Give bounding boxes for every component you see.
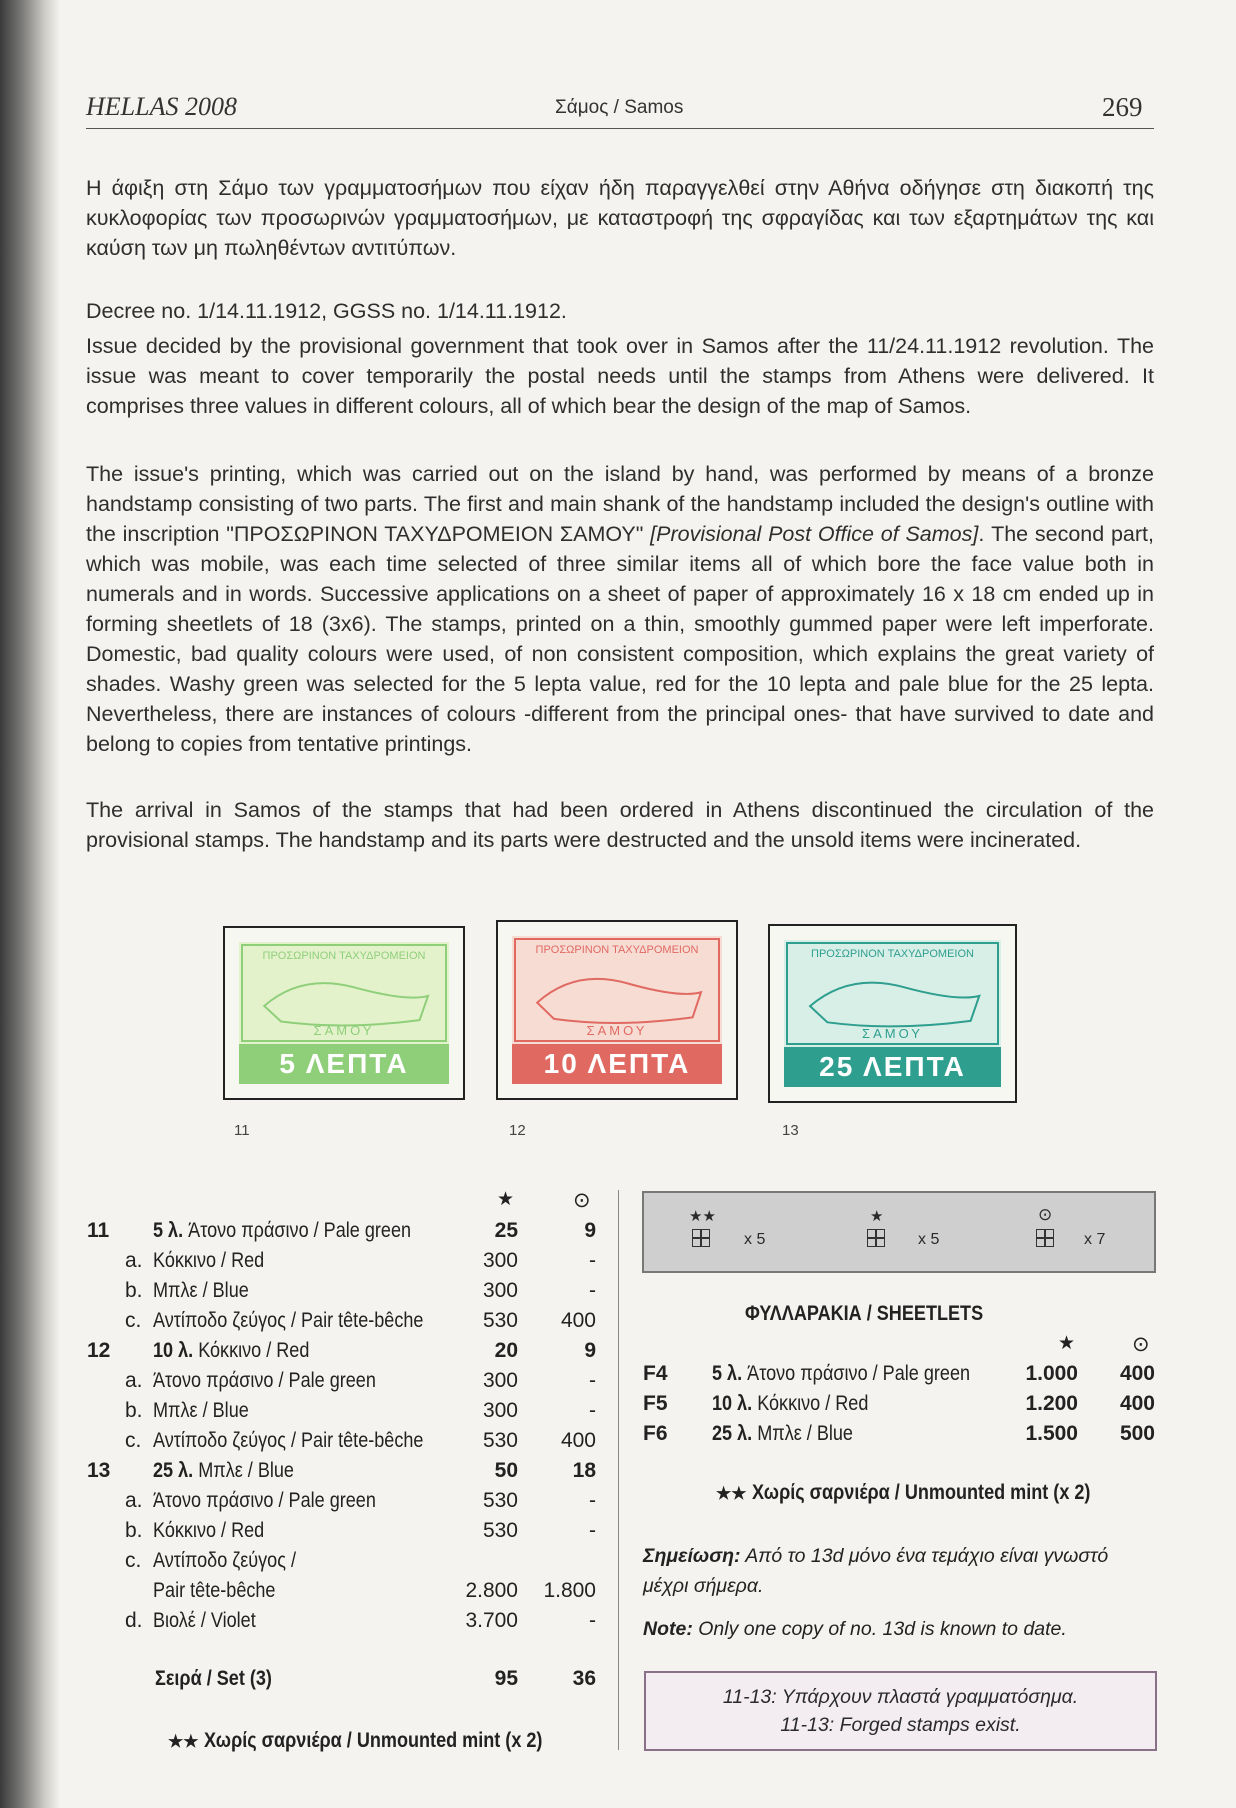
catalog-mint-price: 300: [482, 1399, 518, 1422]
blocks-box: [642, 1191, 1156, 1273]
stamp-island-name: ΣΑΜΟΥ: [313, 1023, 375, 1038]
catalog-number: b.: [125, 1399, 143, 1422]
sheetlet-used-price: 400: [1119, 1392, 1155, 1415]
note-greek: [643, 1541, 1158, 1601]
catalog-description: Αντίποδο ζεύγος / Pair tête-bêche: [153, 1309, 424, 1332]
col-mint-header: ★: [497, 1189, 515, 1210]
paragraph-issue: Issue decided by the provisional government that took over in Samos after the 11/24.11.1912 revolution. The issue was meant to cover temporarily the postal needs until the stamps from Athens were delivered. It comprises three values in different colours, all of which bear the design of the map of Samos.: [86, 334, 1154, 418]
sheetlet-mint-price: 1.500: [1025, 1422, 1078, 1445]
stamp-value-label: 10 ΛΕΠΤΑ: [512, 1044, 722, 1084]
block-used-mult: x 7: [1084, 1231, 1106, 1248]
set-mint: 95: [494, 1667, 518, 1690]
printing-text-a: The issue's printing, which was carried out on the island by hand, was performed by means of a bronze handstamp consisting of two parts. The first and main shank of the handstamp included the design's outline with the inscription "ΠΡΟΣΩΡΙΝΟΝ ΤΑΧΥΔΡΟΜΕΙΟΝ ΣΑΜΟΥ": [86, 462, 1154, 546]
note-greek-label: Σημείωση:: [643, 1545, 741, 1567]
header-rule: [86, 128, 1154, 129]
col-used-header: ⊙: [573, 1189, 591, 1212]
sheet-used-header: ⊙: [1132, 1333, 1150, 1356]
catalog-description: Pair tête-bêche: [153, 1579, 276, 1602]
catalog-number: 13: [87, 1459, 111, 1482]
catalog-number: 11: [87, 1219, 110, 1242]
catalog-mint-price: 20: [494, 1339, 518, 1362]
stamp-number: 13: [782, 1122, 799, 1139]
catalog-description: Μπλε / Blue: [153, 1399, 249, 1422]
book-title: HELLAS 2008: [86, 92, 237, 121]
stamp-value-label: 25 ΛΕΠΤΑ: [784, 1047, 1001, 1087]
sheetlet-number: F5: [643, 1392, 668, 1415]
catalog-mint-price: 300: [482, 1369, 518, 1392]
catalog-description: 5 λ. Άτονο πράσινο / Pale green: [153, 1219, 412, 1242]
set-label: Σειρά / Set (3): [155, 1667, 272, 1690]
sheetlet-description: 25 λ. Μπλε / Blue: [712, 1422, 853, 1445]
catalog-description: Κόκκινο / Red: [153, 1249, 265, 1272]
catalog-mint-price: 530: [482, 1309, 518, 1332]
catalog-description: Άτονο πράσινο / Pale green: [153, 1489, 376, 1512]
block-mint-mult: x 5: [918, 1231, 940, 1248]
catalog-mint-price: 530: [482, 1519, 518, 1542]
greek-intro: Η άφιξη στη Σάμο των γραμματοσήμων που είχαν ήδη παραγγελθεί στην Αθήνα οδήγησε στη διακοπή της κυκλοφορίας των προσωρινών γραμματοσήμων, με καταστροφή της σφραγίδας και των εξαρτημάτων της και καύση των μη πωληθέντων αντιτύπων.: [86, 176, 1154, 260]
catalog-mint-price: 25: [494, 1219, 518, 1242]
catalog-number: a.: [125, 1369, 143, 1392]
used-symbol: ⊙: [1038, 1205, 1053, 1224]
stamp-island-name: ΣΑΜΟΥ: [586, 1023, 648, 1038]
forgery-greek: 11-13: Υπάρχουν πλαστά γραμματόσημα.: [722, 1686, 1079, 1708]
catalog-used-price: 9: [584, 1219, 596, 1242]
block-of-four-icon: [692, 1229, 710, 1247]
note-english: [643, 1618, 1067, 1641]
catalog-description: Αντίποδο ζεύγος / Pair tête-bêche: [153, 1429, 424, 1452]
catalog-used-price: -: [589, 1249, 596, 1272]
sheet-mint-header: ★: [1058, 1333, 1076, 1354]
catalog-used-price: -: [589, 1609, 596, 1632]
catalog-used-price: -: [589, 1279, 596, 1302]
stars: ★★: [716, 1484, 747, 1503]
stamp-inscription: ΠΡΟΣΩΡΙΝΟΝ ΤΑΧΥΔΡΟΜΕΙΟΝ: [535, 944, 699, 956]
stamp-design: [239, 942, 449, 1084]
stamp-island-name: ΣΑΜΟΥ: [862, 1026, 923, 1041]
catalog-used-price: -: [589, 1399, 596, 1422]
catalog-number: a.: [125, 1489, 143, 1512]
unmounted-note-right: ★★ Χωρίς σαρνιέρα / Unmounted mint (x 2): [716, 1481, 1091, 1504]
catalog-mint-price: 530: [482, 1489, 518, 1512]
note-english-label: Note:: [643, 1618, 693, 1640]
catalog-mint-price: 530: [482, 1429, 518, 1452]
stamp-inscription: ΠΡΟΣΩΡΙΝΟΝ ΤΑΧΥΔΡΟΜΕΙΟΝ: [262, 950, 426, 962]
catalog-number: a.: [125, 1249, 143, 1272]
stamp-value-label: 5 ΛΕΠΤΑ: [239, 1044, 449, 1084]
mnh-symbol: ★★: [689, 1208, 716, 1225]
sheetlet-used-price: 500: [1119, 1422, 1155, 1445]
stamp-number: 12: [509, 1122, 526, 1139]
note-english-text: Only one copy of no. 13d is known to date.: [698, 1618, 1067, 1640]
note-greek-text: Από το 13d μόνο ένα τεμάχιο είναι γνωστό μέχρι σήμερα.: [643, 1545, 1109, 1597]
catalog-number: b.: [125, 1519, 143, 1542]
paragraph-printing: [86, 459, 1154, 759]
block-of-four-icon: [867, 1229, 885, 1247]
page-number: 269: [1102, 92, 1143, 122]
catalog-number: d.: [125, 1609, 143, 1632]
catalog-description: Κόκκινο / Red: [153, 1519, 265, 1542]
catalog-used-price: -: [589, 1519, 596, 1542]
sheetlet-description: 10 λ. Κόκκινο / Red: [712, 1392, 869, 1415]
catalog-description: 25 λ. Μπλε / Blue: [153, 1459, 294, 1482]
decree-line: Decree no. 1/14.11.1912, GGSS no. 1/14.11.1912.: [86, 299, 567, 323]
printing-text-b: . The second part, which was mobile, was each time selected of three similar items all of which bore the face value both in numerals and in words. Successive applications on a sheet of paper of approximately 16 x 18 cm ended up in forming sheetlets of 18 (3x6). The stamps, printed on a thin, smoothly gummed paper were left imperforate. Domestic, bad quality colours were used, of non consistent composition, which explains the great variety of shades. Washy green was selected for the 5 lepta value, red for the 10 lepta and pale blue for the 25 lepta. Nevertheless, there are instances of colours -different from the principal ones- that have survived to date and belong to copies from tentative printings.: [86, 522, 1154, 756]
set-used: 36: [572, 1667, 596, 1690]
catalog-used-price: 18: [572, 1459, 596, 1482]
block-of-four-icon: [1036, 1229, 1054, 1247]
sheetlet-number: F6: [643, 1422, 668, 1445]
catalog-used-price: 400: [560, 1309, 596, 1332]
catalog-description: Αντίποδο ζεύγος /: [153, 1549, 296, 1572]
catalog-description: Βιολέ / Violet: [153, 1609, 256, 1632]
stamp-inscription: ΠΡΟΣΩΡΙΝΟΝ ΤΑΧΥΔΡΟΜΕΙΟΝ: [811, 948, 974, 960]
sheetlet-mint-price: 1.000: [1025, 1362, 1078, 1385]
catalog-number: b.: [125, 1279, 143, 1302]
stamp-2: [496, 920, 738, 1100]
catalog-number: c.: [125, 1309, 142, 1332]
block-mnh-mult: x 5: [744, 1231, 766, 1248]
catalog-used-price: 1.800: [543, 1579, 596, 1602]
catalog-number: c.: [125, 1429, 142, 1452]
stamp-1: [223, 926, 465, 1100]
stamp-number: 11: [234, 1122, 250, 1139]
mint-symbol: ★: [870, 1208, 884, 1225]
catalog-number: 12: [87, 1339, 111, 1362]
catalog-used-price: 400: [560, 1429, 596, 1452]
sheetlet-mint-price: 1.200: [1025, 1392, 1078, 1415]
catalog-used-price: -: [589, 1489, 596, 1512]
catalog-mint-price: 3.700: [465, 1609, 518, 1632]
catalog-description: Μπλε / Blue: [153, 1279, 249, 1302]
catalog-description: 10 λ. Κόκκινο / Red: [153, 1339, 310, 1362]
catalog-used-price: -: [589, 1369, 596, 1392]
unmounted-note-left: ★★ Χωρίς σαρνιέρα / Unmounted mint (x 2): [168, 1729, 543, 1752]
catalog-description: Άτονο πράσινο / Pale green: [153, 1369, 376, 1392]
book-spine-shadow: [0, 0, 60, 1808]
catalog-number: c.: [125, 1549, 142, 1572]
column-divider: [618, 1190, 619, 1750]
catalog-mint-price: 300: [482, 1249, 518, 1272]
sheetlet-number: F4: [643, 1362, 668, 1385]
stamp-design: [512, 936, 722, 1084]
catalog-used-price: 9: [584, 1339, 596, 1362]
stars: ★★: [168, 1732, 199, 1751]
catalog-mint-price: 50: [494, 1459, 518, 1482]
stamp-3: [768, 924, 1017, 1103]
sheetlet-used-price: 400: [1119, 1362, 1155, 1385]
forgery-english: 11-13: Forged stamps exist.: [780, 1714, 1021, 1736]
printing-translation: [Provisional Post Office of Samos]: [650, 522, 979, 546]
paragraph-arrival: The arrival in Samos of the stamps that had been ordered in Athens discontinued the circulation of the provisional stamps. The handstamp and its parts were destructed and the unsold items were incinerated.: [86, 798, 1154, 852]
sheetlets-title: ΦΥΛΛΑΡΑΚΙΑ / SHEETLETS: [745, 1302, 984, 1325]
catalog-mint-price: 2.800: [465, 1579, 518, 1602]
section-title: Σάμος / Samos: [555, 97, 684, 118]
sheetlet-description: 5 λ. Άτονο πράσινο / Pale green: [712, 1362, 971, 1385]
stamp-design: [784, 940, 1001, 1087]
catalog-mint-price: 300: [482, 1279, 518, 1302]
forgery-box: [644, 1671, 1157, 1751]
